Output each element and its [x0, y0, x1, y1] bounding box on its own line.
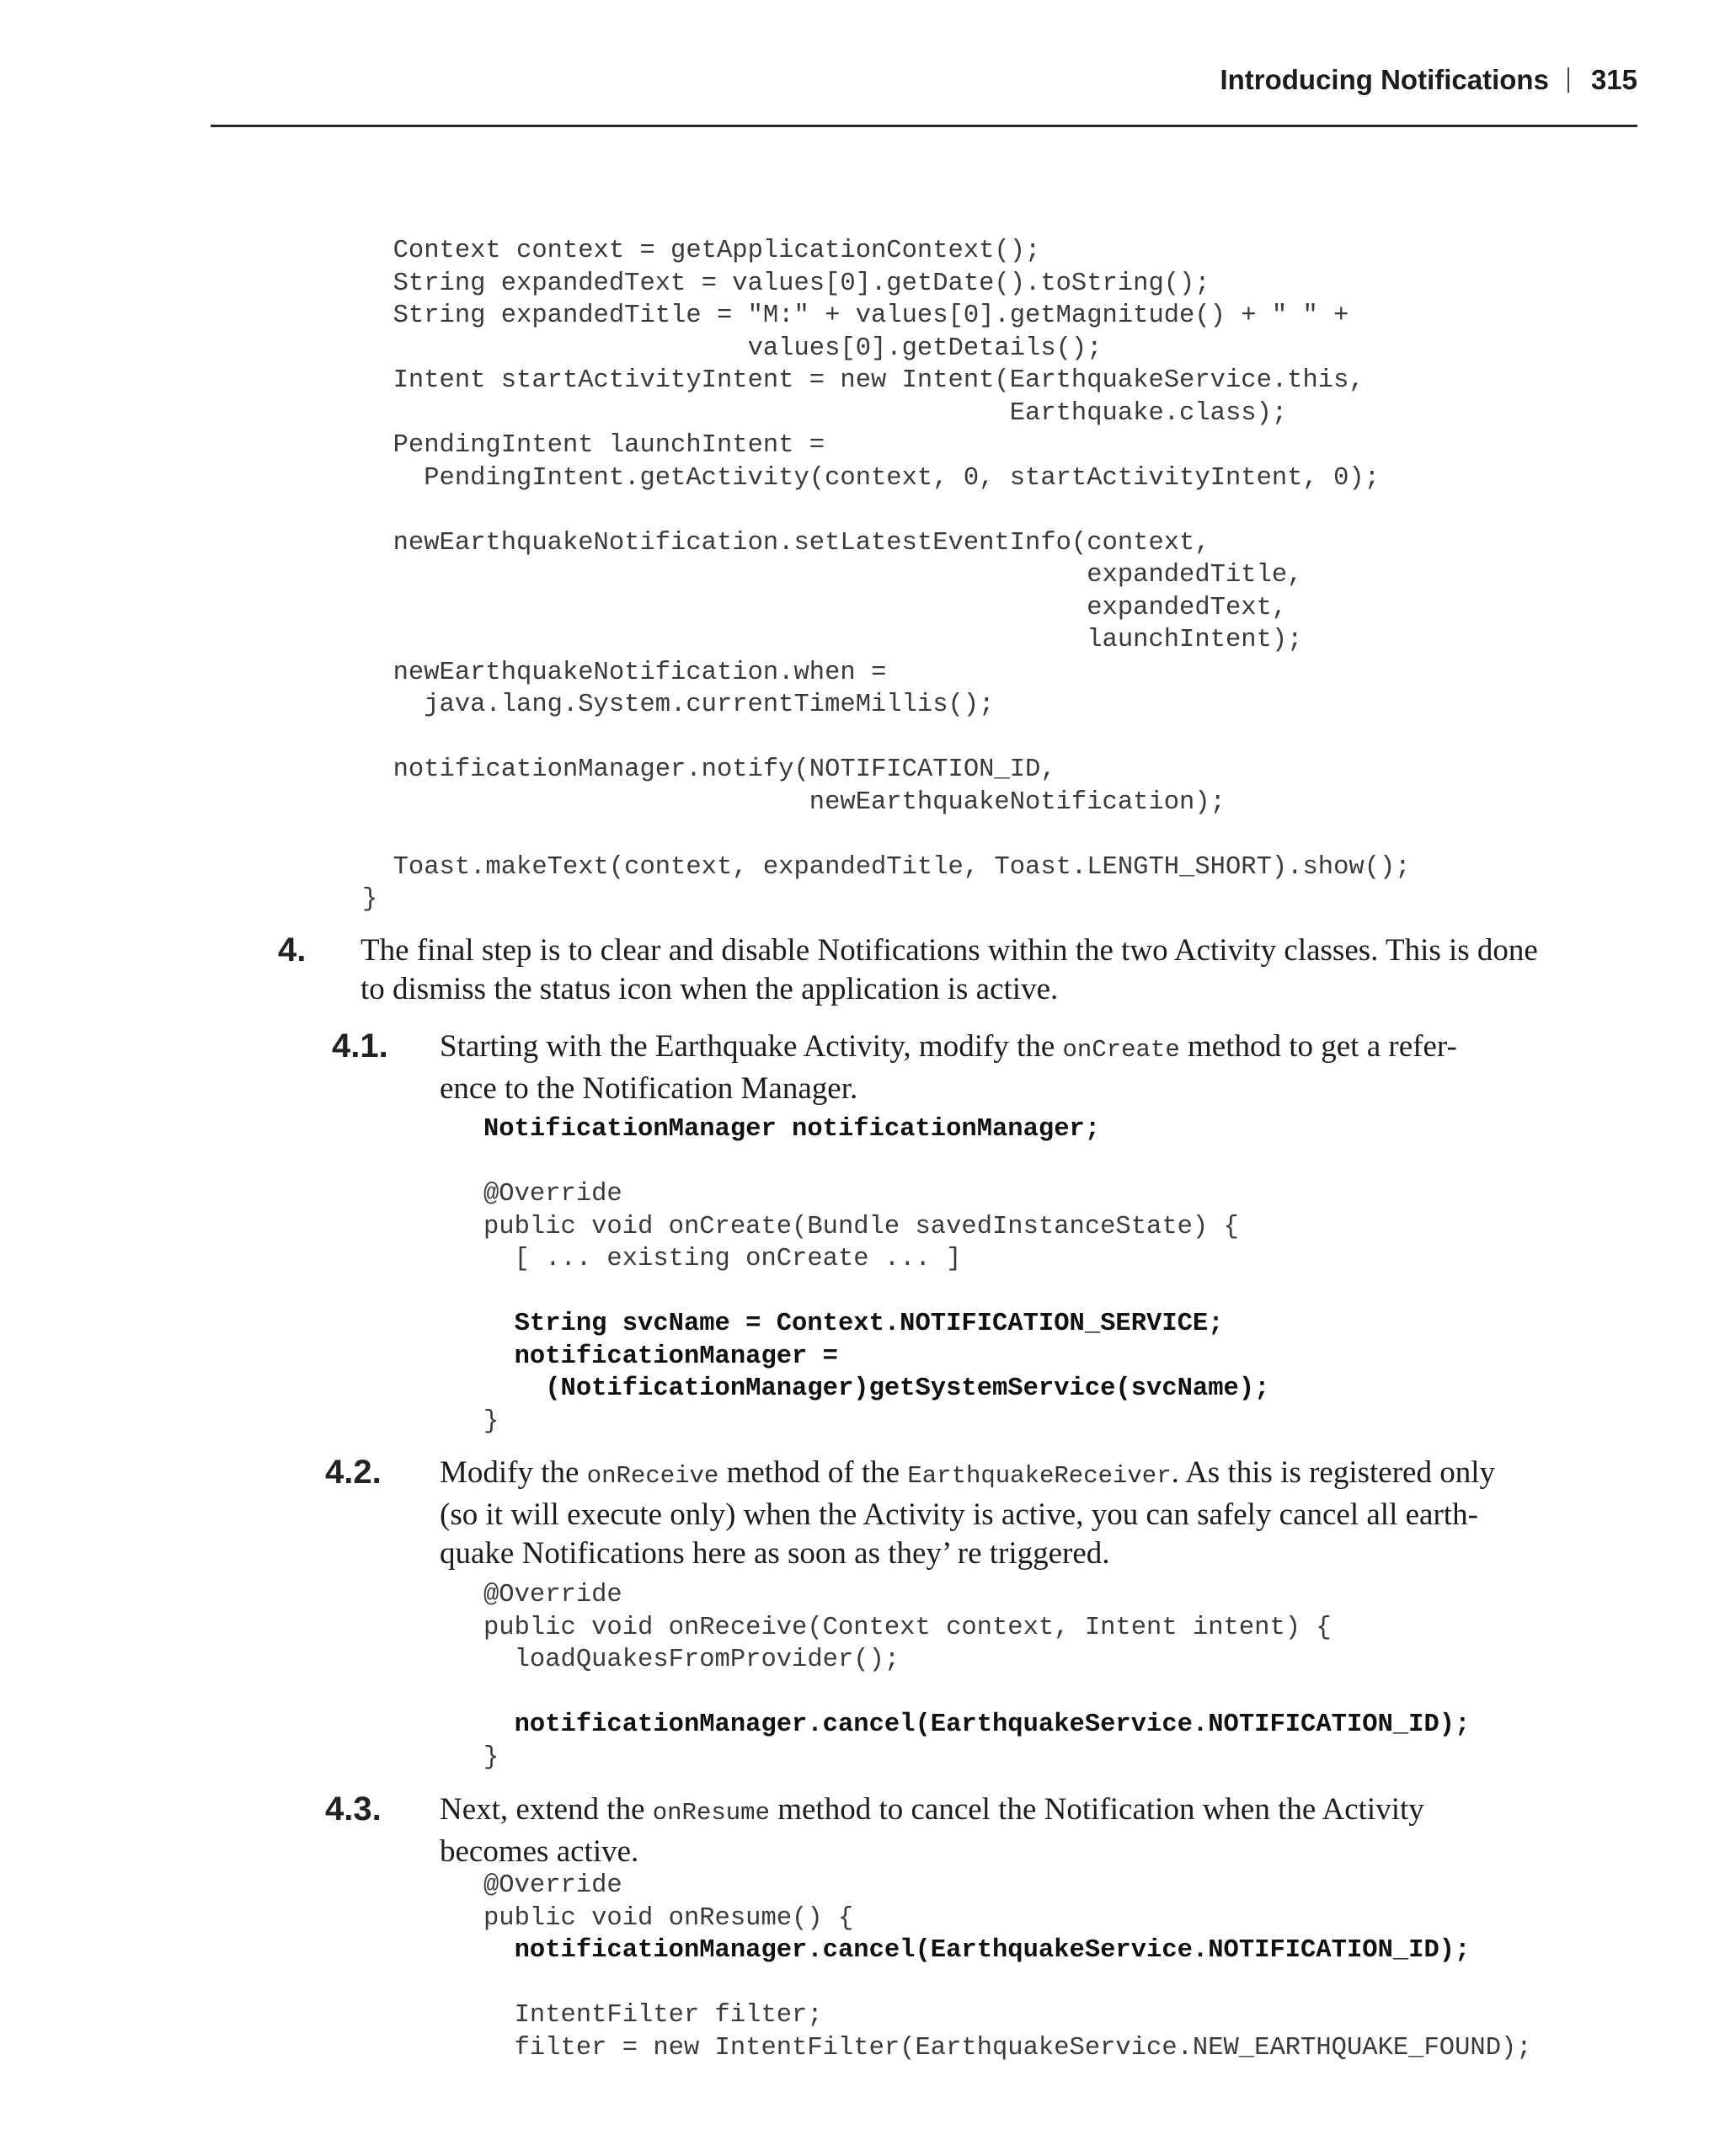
inline-code: onCreate	[1062, 1036, 1180, 1064]
code-line: String expandedTitle = "M:" + values[0].getMagnitude() + " " +	[362, 302, 1349, 330]
code-line: loadQuakesFromProvider();	[483, 1646, 900, 1674]
text-run: method to get a refer-	[1179, 1029, 1457, 1064]
text-run: method of the	[718, 1455, 908, 1490]
code-line: PendingIntent.getActivity(context, 0, startActivityIntent, 0);	[362, 463, 1380, 493]
code-line: filter = new IntentFilter(EarthquakeService.NEW_EARTHQUAKE_FOUND);	[483, 2033, 1532, 2063]
code-line: expandedTitle,	[362, 561, 1303, 590]
step-number-4-2: 4.2.	[325, 1454, 382, 1491]
step-4-3-line-2: becomes active.	[440, 1834, 639, 1869]
page-number: 315	[1590, 64, 1637, 95]
code-line: }	[483, 1406, 499, 1436]
step-4-3-line-1	[440, 1790, 1424, 1833]
step-number-4-3: 4.3.	[325, 1790, 382, 1828]
code-line: public void onResume() {	[483, 1903, 854, 1933]
step-4-line-1: The final step is to clear and disable Notifications within the two Activity classes. This is done	[360, 933, 1538, 968]
text-run: Next, extend the	[440, 1792, 653, 1827]
step-4-1-line-1	[440, 1027, 1457, 1070]
text-run: method to cancel the Notification when the Activity	[769, 1792, 1424, 1827]
code-line: [ ... existing onCreate ... ]	[483, 1245, 962, 1273]
step-number-4: 4.	[278, 931, 307, 969]
code-line: @Override	[483, 1581, 622, 1609]
code-line: IntentFilter filter;	[483, 2001, 823, 2030]
code-line: @Override	[483, 1871, 622, 1900]
inline-code: onResume	[652, 1799, 770, 1827]
chapter-title: Introducing Notifications	[1220, 64, 1549, 95]
code-line: (NotificationManager)getSystemService(svcName);	[483, 1374, 1270, 1403]
code-line: values[0].getDetails();	[362, 334, 1103, 363]
text-run: . As this is registered only	[1171, 1455, 1495, 1490]
code-line: Toast.makeText(context, expandedTitle, Toast.LENGTH_SHORT).show();	[362, 852, 1411, 882]
code-line: launchIntent);	[362, 626, 1303, 654]
step-4-line-2: to dismiss the status icon when the application is active.	[360, 972, 1059, 1006]
code-line: PendingIntent launchIntent =	[362, 431, 825, 460]
step-number-4-1: 4.1.	[332, 1027, 388, 1065]
code-block-step-4-1	[483, 1113, 1269, 1438]
step-4-2-line-1	[440, 1454, 1495, 1496]
code-line: notificationManager =	[483, 1342, 838, 1371]
code-block-step-4-2	[483, 1579, 1470, 1774]
code-line: }	[362, 885, 378, 914]
step-4-2-line-2: (so it will execute only) when the Activity is active, you can safely cancel all earth-	[440, 1497, 1478, 1532]
code-line: notificationManager.notify(NOTIFICATION_ID,	[362, 755, 1056, 784]
code-line: @Override	[483, 1180, 622, 1209]
code-line: newEarthquakeNotification.setLatestEventInfo(context,	[362, 528, 1210, 558]
code-line: newEarthquakeNotification);	[362, 787, 1226, 817]
code-line: public void onCreate(Bundle savedInstanceState) {	[483, 1212, 1239, 1241]
code-line: Intent startActivityIntent = new Intent(EarthquakeService.this,	[362, 366, 1365, 395]
code-line: java.lang.System.currentTimeMillis();	[362, 691, 995, 719]
text-run: Modify the	[440, 1455, 587, 1490]
step-4-2-line-3: quake Notifications here as soon as they’ re triggered.	[440, 1536, 1110, 1571]
code-line: notificationManager.cancel(EarthquakeService.NOTIFICATION_ID);	[483, 1936, 1471, 1965]
header-rule	[211, 125, 1637, 127]
code-line: expandedText,	[362, 593, 1288, 622]
code-line: String expandedText = values[0].getDate().toString();	[362, 269, 1210, 298]
inline-code: onReceive	[586, 1462, 719, 1490]
step-4-3-text	[440, 1790, 1424, 1871]
code-block-notification	[362, 235, 1411, 916]
header-separator	[1567, 67, 1569, 93]
code-line: String svcName = Context.NOTIFICATION_SERVICE;	[483, 1310, 1224, 1338]
step-4-text	[360, 931, 1538, 1009]
inline-code: EarthquakeReceiver	[907, 1462, 1172, 1490]
text-run: Starting with the Earthquake Activity, modify the	[440, 1029, 1063, 1064]
code-line: Context context = getApplicationContext();	[362, 237, 1041, 265]
code-line: }	[483, 1742, 499, 1772]
step-4-1-text	[440, 1027, 1457, 1108]
code-line: notificationManager.cancel(EarthquakeService.NOTIFICATION_ID);	[483, 1710, 1471, 1739]
code-line: public void onReceive(Context context, Intent intent) {	[483, 1613, 1332, 1642]
running-header	[1220, 64, 1637, 96]
code-line: Earthquake.class);	[362, 398, 1288, 428]
code-block-step-4-3	[483, 1870, 1532, 2064]
step-4-2-text	[440, 1454, 1495, 1573]
code-line: newEarthquakeNotification.when =	[362, 658, 887, 687]
code-line: NotificationManager notificationManager;	[483, 1115, 1101, 1144]
step-4-1-line-2: ence to the Notification Manager.	[440, 1071, 858, 1106]
